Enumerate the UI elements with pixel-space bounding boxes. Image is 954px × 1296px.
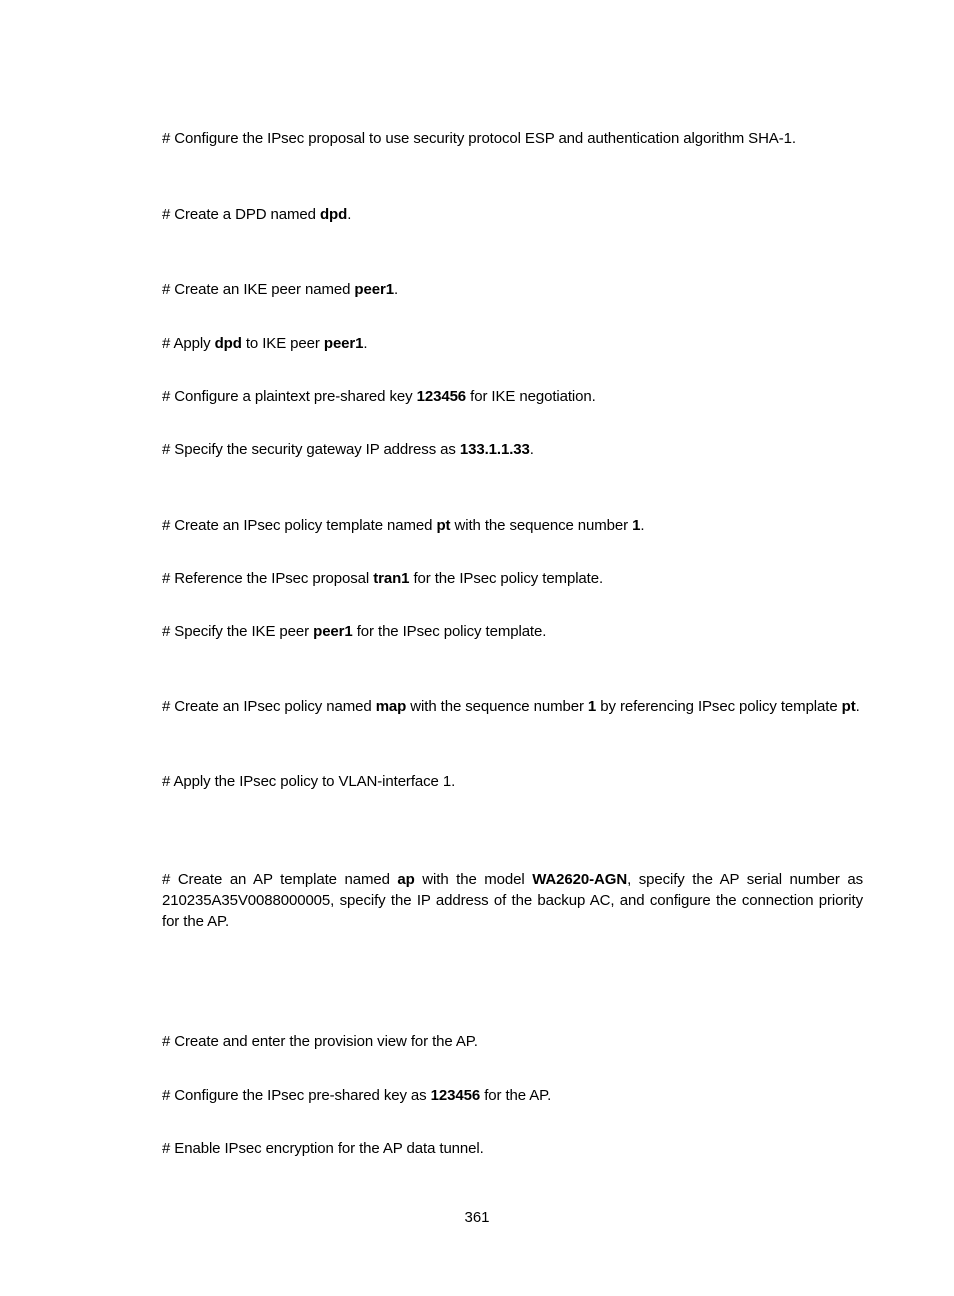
bold-term: tran1: [373, 570, 410, 587]
paragraph-provision-view: [162, 1031, 863, 1052]
bold-term: pt: [436, 517, 451, 534]
text: , specify the AP serial number as 210235A35V0088000005, specify the IP address of the backup AC, and configure the connection priority for the AP.: [162, 871, 863, 930]
bold-term: 1: [587, 698, 597, 715]
text: with the model: [414, 871, 533, 888]
paragraph-enable-encryption: [162, 1138, 863, 1159]
text: # Specify the IKE peer: [162, 623, 314, 640]
text: for the AP.: [480, 1087, 552, 1104]
text: # Create an IKE peer named: [162, 281, 355, 298]
bold-term: peer1: [313, 623, 353, 640]
text: by referencing IPsec policy template: [596, 698, 842, 715]
paragraph-apply-dpd: [162, 333, 863, 354]
text: # Specify the security gateway IP address as: [162, 441, 460, 458]
bold-term: map: [375, 698, 407, 715]
text: # Apply: [162, 335, 215, 352]
text: with the sequence number: [450, 517, 633, 534]
text: # Configure the IPsec proposal to use security protocol ESP and authentication algorithm SHA-1.: [162, 130, 796, 147]
paragraph-reference-proposal: [162, 568, 863, 589]
text: .: [347, 206, 352, 223]
paragraph-create-ipsec-policy: [162, 696, 863, 717]
paragraph-security-gateway: [162, 439, 863, 460]
page-number: 361: [464, 1209, 490, 1226]
bold-term: WA2620-AGN: [532, 871, 628, 888]
paragraph-create-dpd: [162, 204, 863, 225]
text: for the IPsec policy template.: [352, 623, 547, 640]
text: .: [855, 698, 860, 715]
text: # Create and enter the provision view for the AP.: [162, 1033, 478, 1050]
bold-term: peer1: [354, 281, 394, 298]
text: for the IPsec policy template.: [409, 570, 604, 587]
paragraph-configure-pre-shared-key: [162, 386, 863, 407]
text: # Create an AP template named: [162, 871, 398, 888]
text: # Reference the IPsec proposal: [162, 570, 374, 587]
paragraph-create-ap-template: [162, 869, 863, 932]
text: for IKE negotiation.: [466, 388, 596, 405]
text: # Create a DPD named: [162, 206, 320, 223]
text: # Configure a plaintext pre-shared key: [162, 388, 417, 405]
text: with the sequence number: [406, 698, 588, 715]
text: .: [640, 517, 645, 534]
text: .: [363, 335, 368, 352]
text: # Create an IPsec policy template named: [162, 517, 437, 534]
text: .: [393, 281, 399, 298]
text: # Apply the IPsec policy to VLAN-interface 1.: [162, 773, 456, 790]
bold-term: dpd: [319, 206, 348, 223]
bold-term: 123456: [430, 1087, 481, 1104]
text: # Enable IPsec encryption for the AP data tunnel.: [162, 1140, 484, 1157]
paragraph-specify-ike-peer: [162, 621, 863, 642]
text: # Create an IPsec policy named: [162, 698, 376, 715]
bold-term: peer1: [323, 335, 364, 352]
text: to IKE peer: [241, 335, 324, 352]
text: # Configure the IPsec pre-shared key as: [162, 1087, 431, 1104]
text: .: [529, 441, 534, 458]
bold-term: 123456: [416, 388, 467, 405]
paragraph-create-policy-template: [162, 515, 863, 536]
bold-term: dpd: [214, 335, 242, 352]
paragraph-ap-pre-shared-key: [162, 1085, 863, 1106]
paragraph-create-ike-peer: [162, 279, 863, 300]
bold-term: 133.1.1.33: [459, 441, 530, 458]
paragraph-configure-ipsec-proposal: [162, 128, 863, 149]
bold-term: pt: [841, 698, 856, 715]
paragraph-apply-policy-vlan: [162, 771, 863, 792]
bold-term: ap: [397, 871, 415, 888]
bold-term: 1: [632, 517, 641, 534]
